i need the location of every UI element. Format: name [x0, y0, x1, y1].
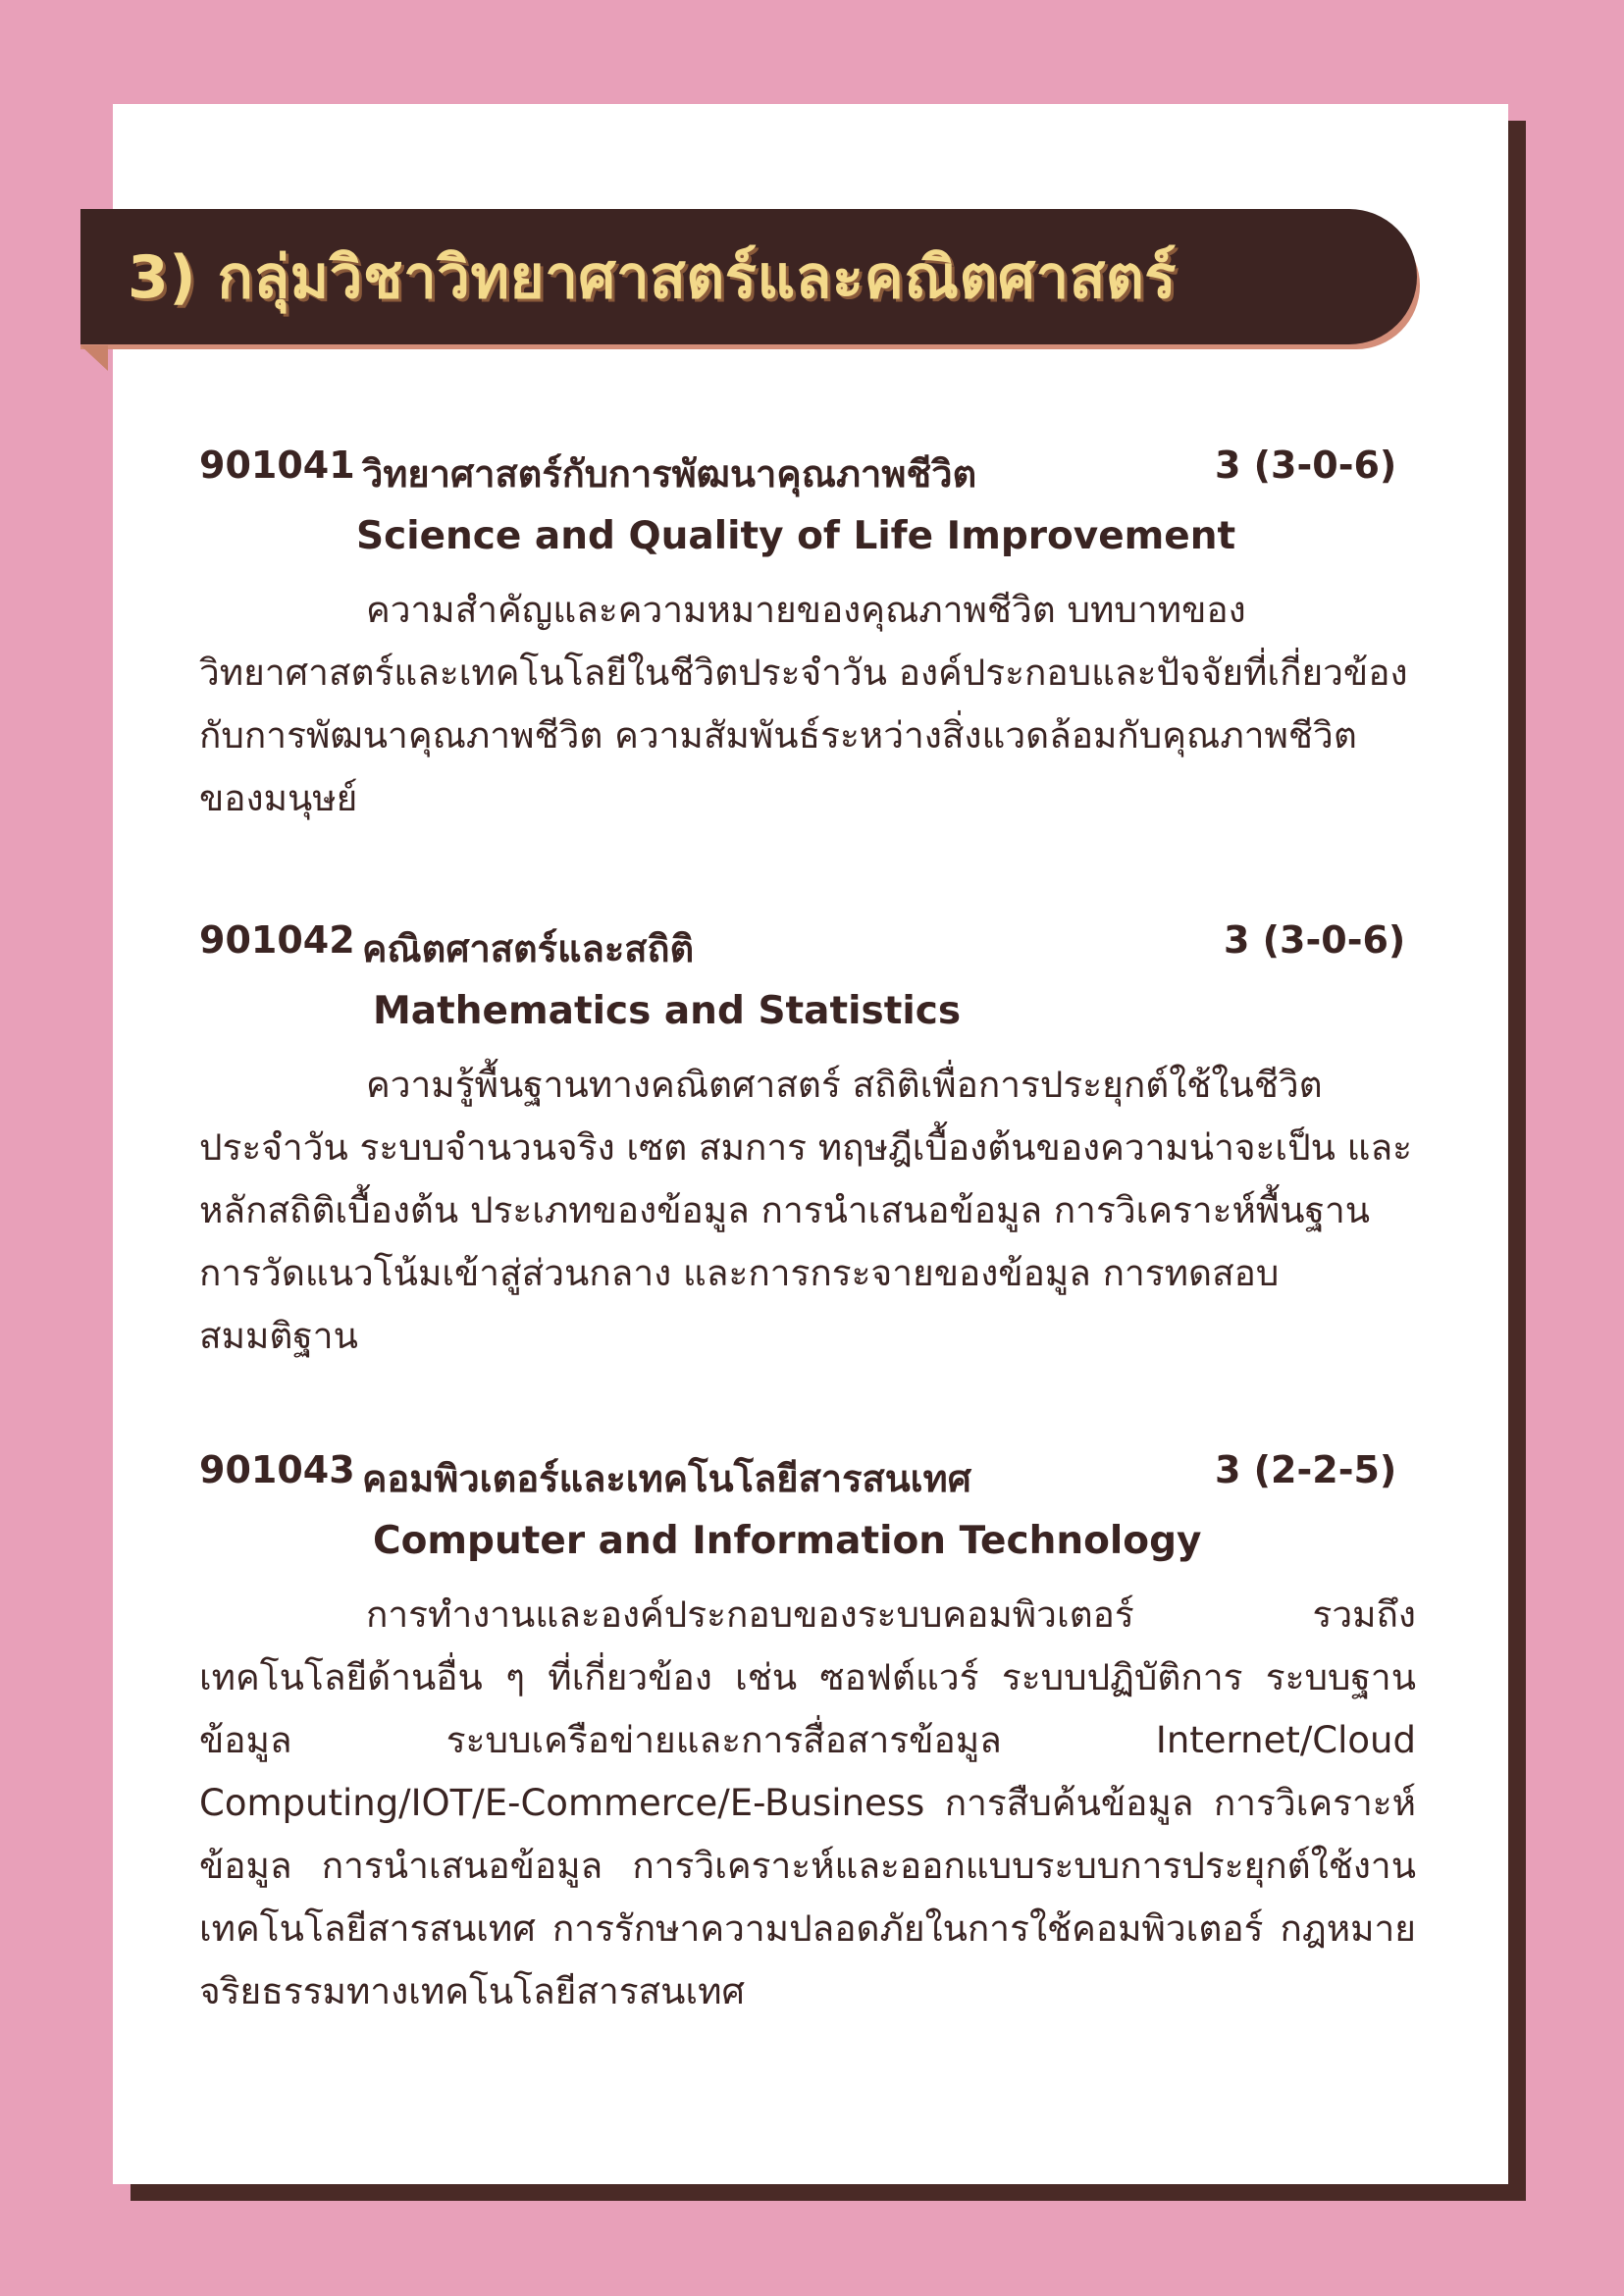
- banner-fold: [80, 345, 108, 371]
- course-901041: [199, 444, 1416, 830]
- course-code: 901041: [199, 444, 355, 487]
- course-description: ความสำคัญและความหมายของคุณภาพชีวิต บทบาทของวิทยาศาสตร์และเทคโนโลยีในชีวิตประจำวัน องค์ประกอบและปัจจัยที่เกี่ยวข้องกับการพัฒนาคุณภาพชีวิต ความสัมพันธ์ระหว่างสิ่งแวดล้อมกับคุณภาพชีวิตของมนุษย์: [199, 589, 1408, 819]
- course-title-th: วิทยาศาสตร์กับการพัฒนาคุณภาพชีวิต: [362, 452, 977, 496]
- section-title: 3) กลุ่มวิชาวิทยาศาสตร์และคณิตศาสตร์: [128, 242, 1178, 312]
- course-description: ความรู้พื้นฐานทางคณิตศาสตร์ สถิติเพื่อการประยุกต์ใช้ในชีวิตประจำวัน ระบบจำนวนจริง เซต สมการ ทฤษฎีเบื้องต้นของความน่าจะเป็น และ หลักสถิติเบื้องต้น ประเภทของข้อมูล การนำเสนอข้อมูล การวิเคราะห์พื้นฐาน การวัดแนวโน้มเข้าสู่ส่วนกลาง และการกระจายของข้อมูล การทดสอบสมมติฐาน: [199, 1064, 1413, 1357]
- course-credits: 3 (3-0-6): [1224, 918, 1406, 962]
- course-code: 901043: [199, 1448, 355, 1491]
- course-title-en: Computer and Information Technology: [373, 1519, 1202, 1563]
- course-credits: 3 (3-0-6): [1215, 444, 1397, 487]
- course-header: [199, 918, 1416, 977]
- course-credits: 3 (2-2-5): [1215, 1448, 1397, 1491]
- course-title-th: คณิตศาสตร์และสถิติ: [362, 927, 695, 970]
- section-banner: [80, 209, 1417, 344]
- course-title-en: Mathematics and Statistics: [373, 989, 962, 1033]
- course-header: [199, 444, 1416, 502]
- course-901043: [199, 1448, 1416, 2023]
- course-title-th: คอมพิวเตอร์และเทคโนโลยีสารสนเทศ: [362, 1457, 971, 1500]
- course-header: [199, 1448, 1416, 1507]
- course-code: 901042: [199, 918, 355, 962]
- course-description: การทำงานและองค์ประกอบของระบบคอมพิวเตอร์ รวมถึงเทคโนโลยีด้านอื่น ๆ ที่เกี่ยวข้อง เช่น ซอฟต์แวร์ ระบบปฏิบัติการ ระบบฐานข้อมูล ระบบเครือข่ายและการสื่อสารข้อมูล Internet/Cloud Computing/IOT/E-Commerce/E-Business การสืบค้นข้อมูล การวิเคราะห์ข้อมูล การนำเสนอข้อมูล การวิเคราะห์และออกแบบระบบการประยุกต์ใช้งานเทคโนโลยีสารสนเทศ การรักษาความปลอดภัยในการใช้คอมพิวเตอร์ กฎหมาย จริยธรรมทางเทคโนโลยีสารสนเทศ: [199, 1593, 1416, 2012]
- course-title-en: Science and Quality of Life Improvement: [356, 514, 1236, 558]
- course-901042: [199, 918, 1416, 1368]
